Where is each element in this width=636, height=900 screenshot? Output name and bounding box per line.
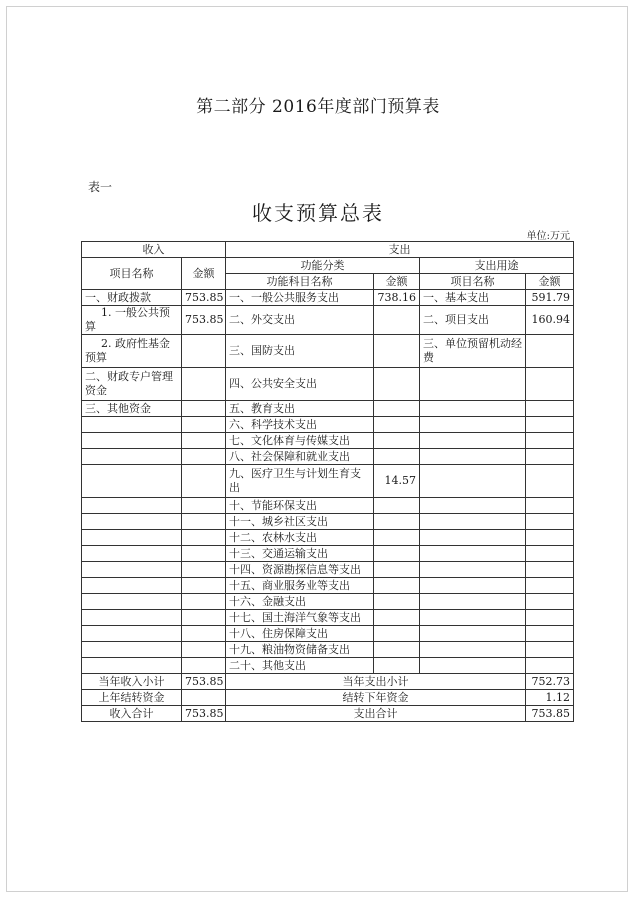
income-item-name (82, 465, 182, 498)
income-item-amount (182, 578, 226, 594)
usage-item-amount (526, 498, 574, 514)
func-subject-amount (374, 610, 420, 626)
func-subject-name: 二、外交支出 (226, 306, 374, 335)
income-item-amount (182, 368, 226, 401)
functional-header: 功能分类 (226, 258, 420, 274)
usage-item-amount (526, 433, 574, 449)
table-row (82, 498, 574, 514)
usage-item-name (420, 417, 526, 433)
carry-row (82, 690, 574, 706)
table-row (82, 530, 574, 546)
income-total-label: 收入合计 (82, 706, 182, 722)
income-name-header: 项目名称 (82, 258, 182, 290)
func-subject-name: 十九、粮油物资储备支出 (226, 642, 374, 658)
usage-item-amount (526, 417, 574, 433)
func-subject-name: 七、文化体育与传媒支出 (226, 433, 374, 449)
func-subject-name: 五、教育支出 (226, 401, 374, 417)
income-item-name (82, 514, 182, 530)
usage-item-amount (526, 335, 574, 368)
func-subject-name: 十二、农林水支出 (226, 530, 374, 546)
usage-item-amount (526, 546, 574, 562)
income-item-amount (182, 514, 226, 530)
income-item-name (82, 546, 182, 562)
income-header: 收入 (82, 242, 226, 258)
unit-label: 单位:万元 (526, 231, 570, 242)
table-row (82, 562, 574, 578)
table-row (82, 306, 574, 335)
income-item-name: 1. 一般公共预算 (82, 306, 182, 335)
func-subject-amount (374, 626, 420, 642)
func-subject-amount (374, 401, 420, 417)
func-subject-name: 十一、城乡社区支出 (226, 514, 374, 530)
income-item-amount (182, 417, 226, 433)
income-item-name: 一、财政拨款 (82, 290, 182, 306)
table-row (82, 594, 574, 610)
func-subject-name: 十、节能环保支出 (226, 498, 374, 514)
income-item-amount (182, 530, 226, 546)
usage-item-amount (526, 578, 574, 594)
year-income-label: 当年收入小计 (82, 674, 182, 690)
usage-item-name (420, 514, 526, 530)
year-expense-value: 752.73 (526, 674, 574, 690)
usage-item-name (420, 449, 526, 465)
func-subject-amount (374, 578, 420, 594)
year-expense-label: 当年支出小计 (226, 674, 526, 690)
func-subject-amount (374, 433, 420, 449)
func-subject-name: 十五、商业服务业等支出 (226, 578, 374, 594)
header-row-1 (82, 242, 574, 258)
table-row (82, 417, 574, 433)
income-item-amount (182, 449, 226, 465)
table-row (82, 546, 574, 562)
usage-name-header: 项目名称 (420, 274, 526, 290)
income-item-name: 三、其他资金 (82, 401, 182, 417)
table-number: 表一 (88, 180, 113, 194)
usage-item-amount (526, 449, 574, 465)
income-item-name (82, 562, 182, 578)
expense-header: 支出 (226, 242, 574, 258)
year-income-value: 753.85 (182, 674, 226, 690)
func-subject-amount: 738.16 (374, 290, 420, 306)
usage-item-name: 三、单位预留机动经费 (420, 335, 526, 368)
usage-item-amount (526, 530, 574, 546)
income-item-name (82, 594, 182, 610)
income-item-amount (182, 498, 226, 514)
income-item-name: 二、财政专户管理资金 (82, 368, 182, 401)
income-item-amount (182, 335, 226, 368)
func-subject-amount (374, 335, 420, 368)
func-subject-amount (374, 417, 420, 433)
usage-item-name (420, 530, 526, 546)
func-subject-name: 九、医疗卫生与计划生育支出 (226, 465, 374, 498)
income-total-value: 753.85 (182, 706, 226, 722)
income-item-name (82, 642, 182, 658)
income-item-amount (182, 433, 226, 449)
func-subject-name: 十四、资源勘探信息等支出 (226, 562, 374, 578)
func-subject-name: 四、公共安全支出 (226, 368, 374, 401)
usage-item-amount: 591.79 (526, 290, 574, 306)
func-subject-amount (374, 514, 420, 530)
table-row (82, 626, 574, 642)
usage-item-amount (526, 401, 574, 417)
usage-item-name (420, 578, 526, 594)
table-row (82, 368, 574, 401)
usage-item-name (420, 498, 526, 514)
func-subject-amount (374, 449, 420, 465)
section-title: 第二部分 2016年度部门预算表 (196, 97, 440, 117)
table-row (82, 401, 574, 417)
table-title: 收支预算总表 (252, 201, 384, 225)
expense-total-label: 支出合计 (226, 706, 526, 722)
income-item-name (82, 658, 182, 674)
year-subtotal-row (82, 674, 574, 690)
income-item-amount (182, 594, 226, 610)
table-row (82, 642, 574, 658)
usage-item-amount (526, 465, 574, 498)
func-subject-amount (374, 306, 420, 335)
grand-total-row (82, 706, 574, 722)
func-subject-amount (374, 642, 420, 658)
income-item-name (82, 578, 182, 594)
func-subject-name: 十八、住房保障支出 (226, 626, 374, 642)
func-subject-amount (374, 530, 420, 546)
func-subject-amount (374, 368, 420, 401)
carry-in-value (182, 690, 226, 706)
usage-item-name (420, 562, 526, 578)
table-row (82, 465, 574, 498)
usage-item-name (420, 594, 526, 610)
carry-out-label: 结转下年资金 (226, 690, 526, 706)
income-item-amount (182, 546, 226, 562)
table-row (82, 449, 574, 465)
usage-item-name (420, 658, 526, 674)
income-item-amount (182, 610, 226, 626)
usage-item-name (420, 465, 526, 498)
func-amount-header: 金额 (374, 274, 420, 290)
func-subject-name: 一、一般公共服务支出 (226, 290, 374, 306)
func-subject-name: 十六、金融支出 (226, 594, 374, 610)
usage-item-amount (526, 658, 574, 674)
usage-item-name (420, 433, 526, 449)
income-amount-header: 金额 (182, 258, 226, 290)
table-row (82, 514, 574, 530)
usage-item-amount: 160.94 (526, 306, 574, 335)
func-subject-amount (374, 594, 420, 610)
income-item-name (82, 498, 182, 514)
income-item-amount (182, 562, 226, 578)
func-subject-name: 十七、国土海洋气象等支出 (226, 610, 374, 626)
table-row (82, 335, 574, 368)
income-item-amount (182, 626, 226, 642)
income-item-amount: 753.85 (182, 306, 226, 335)
usage-item-name: 一、基本支出 (420, 290, 526, 306)
income-item-name (82, 417, 182, 433)
income-item-amount (182, 465, 226, 498)
func-subject-name: 十三、交通运输支出 (226, 546, 374, 562)
usage-item-amount (526, 594, 574, 610)
func-subject-amount: 14.57 (374, 465, 420, 498)
expense-total-value: 753.85 (526, 706, 574, 722)
func-subject-amount (374, 498, 420, 514)
func-subject-name: 二十、其他支出 (226, 658, 374, 674)
func-subject-name: 六、科学技术支出 (226, 417, 374, 433)
table-row (82, 578, 574, 594)
income-item-name (82, 626, 182, 642)
usage-item-name (420, 626, 526, 642)
budget-table (81, 241, 574, 722)
header-row-2 (82, 258, 574, 274)
income-item-name: 2. 政府性基金预算 (82, 335, 182, 368)
table-row (82, 610, 574, 626)
usage-item-name (420, 610, 526, 626)
income-item-name (82, 530, 182, 546)
income-item-amount (182, 401, 226, 417)
income-item-amount: 753.85 (182, 290, 226, 306)
usage-item-amount (526, 610, 574, 626)
func-subject-amount (374, 546, 420, 562)
income-item-amount (182, 642, 226, 658)
func-subject-name: 八、社会保障和就业支出 (226, 449, 374, 465)
usage-item-name (420, 368, 526, 401)
usage-amount-header: 金额 (526, 274, 574, 290)
table-row (82, 290, 574, 306)
usage-item-amount (526, 514, 574, 530)
income-item-amount (182, 658, 226, 674)
func-subject-amount (374, 658, 420, 674)
func-subject-header: 功能科目名称 (226, 274, 374, 290)
income-item-name (82, 433, 182, 449)
usage-item-name: 二、项目支出 (420, 306, 526, 335)
func-subject-amount (374, 562, 420, 578)
usage-item-name (420, 546, 526, 562)
usage-item-amount (526, 626, 574, 642)
usage-header: 支出用途 (420, 258, 574, 274)
usage-item-amount (526, 368, 574, 401)
usage-item-amount (526, 642, 574, 658)
func-subject-name: 三、国防支出 (226, 335, 374, 368)
carry-in-label: 上年结转资金 (82, 690, 182, 706)
usage-item-name (420, 401, 526, 417)
carry-out-value: 1.12 (526, 690, 574, 706)
table-row (82, 658, 574, 674)
usage-item-name (420, 642, 526, 658)
usage-item-amount (526, 562, 574, 578)
table-row (82, 433, 574, 449)
income-item-name (82, 610, 182, 626)
income-item-name (82, 449, 182, 465)
